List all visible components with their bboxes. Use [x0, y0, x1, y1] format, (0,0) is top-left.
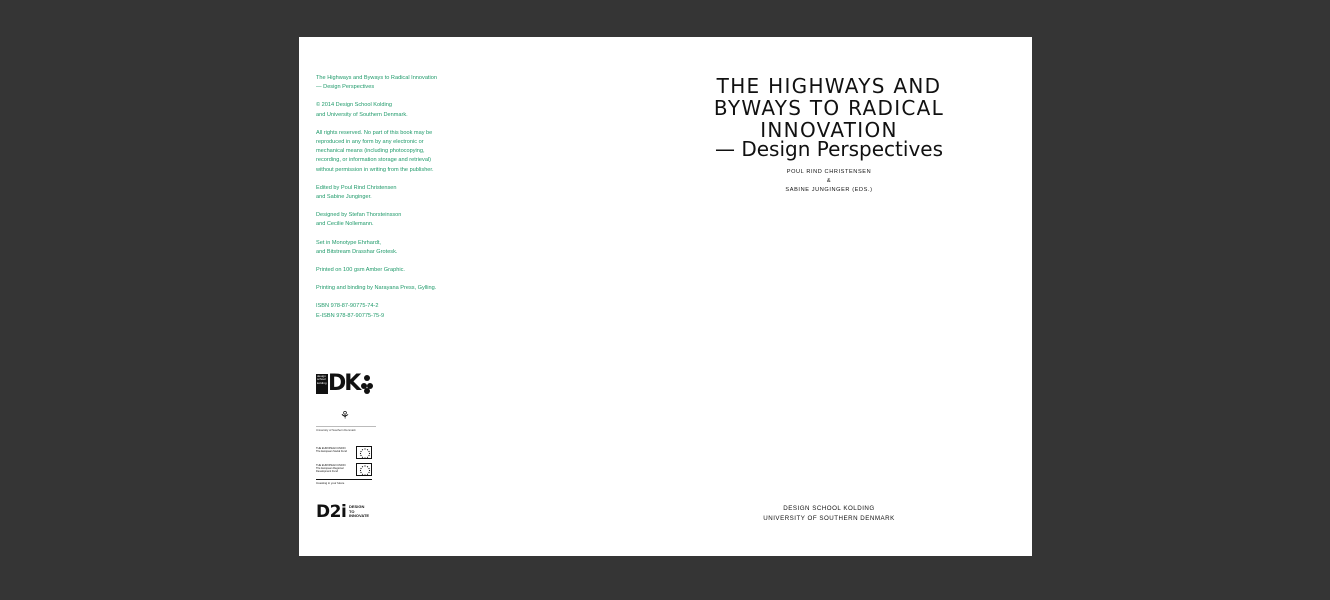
dk-logo-small-text: design school kolding [316, 374, 328, 394]
publisher-line-2: UNIVERSITY OF SOUTHERN DENMARK [763, 515, 895, 522]
dk-logo-dots-icon [360, 374, 374, 394]
eu-social-fund-text: THE EUROPEAN UNION The European Social Fund [316, 447, 347, 454]
d2i-logo-letters: D2i [316, 502, 347, 522]
editors-ampersand: & [826, 178, 832, 184]
colophon-typefaces: Set in Monotype Ehrhardt, and Bitstream Drasshar Grotesk. [316, 239, 398, 255]
left-page [299, 37, 665, 556]
colophon-book-title: The Highways and Byways to Radical Innovation — Design Perspectives [316, 75, 437, 91]
editor-1: POUL RIND CHRISTENSEN [786, 169, 872, 175]
eu-tagline: Investing in your future [316, 479, 372, 485]
publisher [679, 504, 979, 524]
colophon-paper: Printed on 100 gsm Amber Graphic. [316, 267, 405, 274]
sdu-logo-text: University of Southern Denmark [316, 426, 376, 432]
sdu-emblem-icon: ⚘ [340, 410, 350, 422]
colophon-rights: All rights reserved. No part of this book may be reproduced in any form by any electronic or mechanical means (including photocopying, recording, or information storage and retrieval) without permission in writing from the publisher. [316, 129, 434, 173]
colophon-printing: Printing and binding by Narayana Press, Gylling. [316, 285, 437, 292]
colophon-isbn: ISBN 978-87-90775-74-2 E-ISBN 978-87-90775-75-9 [316, 303, 385, 319]
d2i-logo [316, 502, 386, 522]
right-page [665, 37, 1032, 556]
book-spread [299, 37, 1032, 556]
book-subtitle: — Design Perspectives [714, 137, 944, 161]
eu-flag-icon [356, 446, 372, 459]
eu-regional-fund-text: THE EUROPEAN UNION The European Regional Development Fund [316, 464, 346, 474]
colophon [316, 74, 476, 330]
colophon-editors: Edited by Poul Rind Christensen and Sabine Junginger. [316, 184, 397, 201]
d2i-logo-text: DESIGN TO INNOVATE [349, 504, 370, 519]
eu-funding-logos [316, 446, 376, 484]
colophon-copyright: © 2014 Design School Kolding and University of Southern Denmark. [316, 102, 408, 118]
dk-logo-letters: DK [328, 371, 360, 396]
design-school-kolding-logo [316, 372, 376, 396]
book-title: THE HIGHWAYS AND BYWAYS TO RADICAL INNOVATION [713, 74, 945, 142]
eu-flag-icon [356, 463, 372, 476]
editor-2: SABINE JUNGINGER (EDS.) [785, 187, 873, 193]
publisher-line-1: DESIGN SCHOOL KOLDING [783, 505, 875, 512]
sdu-logo [316, 410, 376, 432]
editors [679, 168, 979, 195]
colophon-designers: Designed by Stefan Thorsteinsson and Cecilie Nollemann. [316, 212, 402, 228]
